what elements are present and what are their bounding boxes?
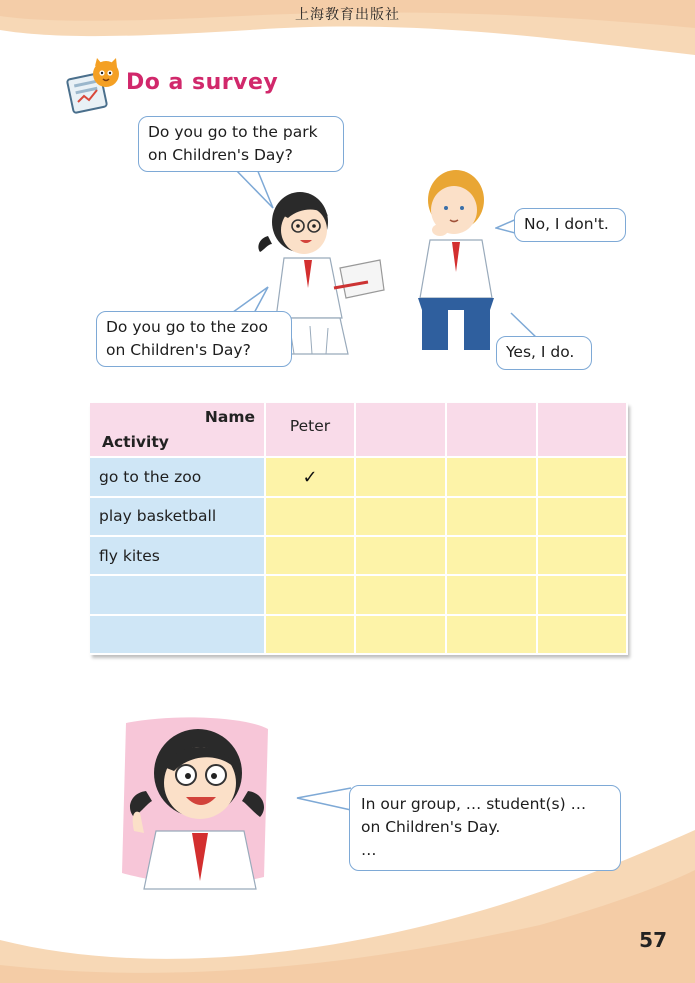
answer-cell[interactable] <box>447 537 538 576</box>
publisher-header: 上海教育出版社 <box>295 7 400 23</box>
survey-table <box>90 403 628 655</box>
speech-bubble-no-answer: No, I don't. <box>514 208 626 242</box>
name-cell[interactable]: Peter <box>266 403 356 458</box>
section-title: Do a survey <box>126 70 279 95</box>
answer-cell[interactable] <box>538 537 628 576</box>
activity-cell[interactable] <box>90 576 266 615</box>
answer-cell[interactable] <box>447 616 538 655</box>
speech-bubble-zoo-question: Do you go to the zoo on Children's Day? <box>96 311 292 367</box>
answer-cell[interactable] <box>538 498 628 537</box>
answer-cell[interactable] <box>447 458 538 497</box>
answer-cell[interactable] <box>538 576 628 615</box>
answer-cell[interactable] <box>356 498 447 537</box>
answer-cell[interactable] <box>356 576 447 615</box>
name-header: Name <box>204 408 255 426</box>
name-cell[interactable] <box>356 403 447 458</box>
answer-cell[interactable] <box>538 458 628 497</box>
table-header-row <box>90 403 628 458</box>
answer-cell[interactable] <box>538 616 628 655</box>
name-cell[interactable] <box>538 403 628 458</box>
bubble-tail <box>296 786 352 812</box>
answer-cell[interactable] <box>266 498 356 537</box>
table-row <box>90 616 628 655</box>
boy-peter-illustration <box>406 160 506 352</box>
activity-header: Activity <box>102 433 169 452</box>
table-corner-cell <box>90 403 266 458</box>
page-number: 57 <box>639 928 667 952</box>
speech-bubble-yes-answer: Yes, I do. <box>496 336 592 370</box>
answer-cell[interactable] <box>356 458 447 497</box>
speech-bubble-park-question: Do you go to the park on Children's Day? <box>138 116 344 172</box>
checkmark-cell[interactable]: ✓ <box>266 458 356 497</box>
answer-cell[interactable] <box>266 616 356 655</box>
answer-cell[interactable] <box>356 537 447 576</box>
answer-cell[interactable] <box>266 576 356 615</box>
table-row <box>90 576 628 615</box>
bubble-tail <box>235 168 275 210</box>
table-row <box>90 458 628 497</box>
speech-bubble-group-summary: In our group, … student(s) … on Children's Day. … <box>349 785 621 871</box>
answer-cell[interactable] <box>356 616 447 655</box>
table-row <box>90 498 628 537</box>
girl-portrait-illustration <box>116 713 276 891</box>
table-row <box>90 537 628 576</box>
name-cell[interactable] <box>447 403 538 458</box>
answer-cell[interactable] <box>447 576 538 615</box>
clipboard-cat-icon <box>64 58 124 114</box>
answer-cell[interactable] <box>266 537 356 576</box>
activity-cell[interactable] <box>90 616 266 655</box>
activity-cell: fly kites <box>90 537 266 576</box>
activity-cell: play basketball <box>90 498 266 537</box>
answer-cell[interactable] <box>447 498 538 537</box>
activity-cell: go to the zoo <box>90 458 266 497</box>
